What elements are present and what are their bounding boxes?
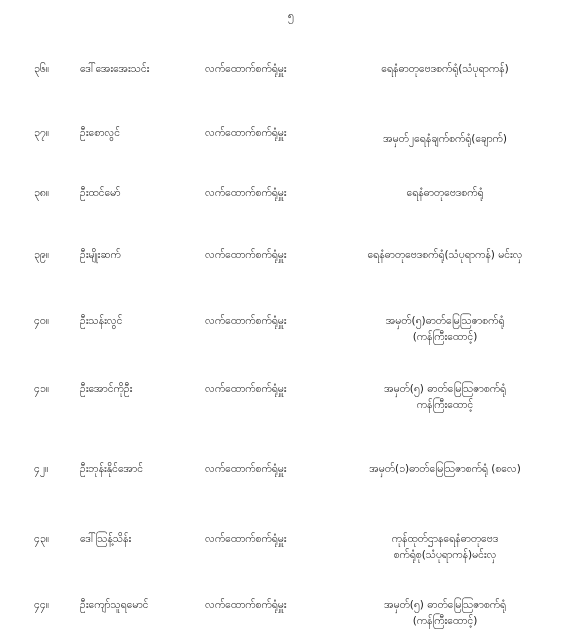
item-number: ၄၂။ — [34, 463, 49, 475]
office-name — [340, 313, 550, 345]
office-line: စက်ရုံစု(သံပုရာကန်)မင်းလှ — [393, 549, 497, 561]
position-title: လက်ထောက်စက်ရုံမှူး — [205, 127, 287, 139]
office-line: ကုန်ထုတ်ဌာနရေနံဓာတုဗေဒ — [391, 533, 499, 545]
person-name: ဦးစောလွင် — [80, 127, 121, 139]
person-name: ဦးထင်မော် — [80, 187, 121, 199]
page-number: ၅ — [287, 9, 295, 22]
person-name: ဦးသန်းလွင် — [80, 315, 123, 327]
item-number: ၄၀။ — [34, 315, 49, 327]
position-title: လက်ထောက်စက်ရုံမှူး — [205, 463, 287, 475]
position-title: လက်ထောက်စက်ရုံမှူး — [205, 63, 287, 75]
position-title: လက်ထောက်စက်ရုံမှူး — [205, 383, 287, 395]
person-name: ဦးဘုန်းနိုင်အောင် — [80, 463, 144, 475]
office-line: အမှတ်(၁)ဓာတ်မြေသြဇာစက်ရုံ (စလေ) — [369, 463, 521, 475]
office-line: အမှတ်(၅) ဓာတ်မြေသြဇာစက်ရုံ — [383, 599, 507, 611]
office-line: ကန်ကြီးထောင့် — [416, 399, 474, 411]
office-name — [340, 61, 550, 77]
office-name — [340, 131, 550, 147]
position-title: လက်ထောက်စက်ရုံမှူး — [205, 315, 287, 327]
item-number: ၄၃။ — [34, 533, 49, 545]
office-line: ရေနံဓာတုဗေဒစက်ရုံ — [406, 187, 484, 199]
item-number: ၃၉။ — [34, 249, 49, 261]
office-name — [340, 381, 550, 413]
item-number: ၄၁။ — [34, 383, 49, 395]
office-line: အမှတ်(၅)ဓာတ်မြေသြဇာစက်ရုံ — [385, 315, 505, 327]
person-name: ဦးအောင်ကိုဦး — [80, 383, 133, 395]
item-number: ၃၇။ — [34, 127, 49, 139]
office-line: (ကန်ကြီးထောင့်) — [412, 331, 478, 343]
position-title: လက်ထောက်စက်ရုံမှူး — [205, 187, 287, 199]
office-line: (ကန်ကြီးထောင့်) — [412, 615, 478, 627]
office-name — [340, 597, 550, 629]
item-number: ၄၄။ — [34, 599, 49, 611]
person-name: ဒေါ်သြန့်သိန်း — [80, 533, 132, 545]
office-line: ရေနံဓာတုဗေဒစက်ရုံ(သံပုရာကန်) မင်းလှ — [367, 249, 523, 261]
office-line: အမှတ်၂ရေနံချက်စက်ရုံ(ချောက်) — [383, 133, 507, 145]
office-line: ရေနံဓာတုဗေဒစက်ရုံ(သံပုရာကန်) — [381, 63, 509, 75]
office-name — [340, 531, 550, 563]
person-name: ဦးမျိုးဆက် — [80, 249, 121, 261]
office-name — [340, 247, 550, 263]
office-name — [340, 185, 550, 201]
office-line: အမှတ်(၅) ဓာတ်မြေသြဇာစက်ရုံ — [383, 383, 507, 395]
office-name — [340, 461, 550, 477]
person-name: ဦးကျော်သူရမောင် — [80, 599, 149, 611]
item-number: ၃၆။ — [34, 63, 49, 75]
position-title: လက်ထောက်စက်ရုံမှူး — [205, 599, 287, 611]
position-title: လက်ထောက်စက်ရုံမှူး — [205, 533, 287, 545]
position-title: လက်ထောက်စက်ရုံမှူး — [205, 249, 287, 261]
item-number: ၃၈။ — [34, 187, 50, 199]
person-name: ဒေါ်အေးအေးသင်း — [80, 63, 150, 75]
